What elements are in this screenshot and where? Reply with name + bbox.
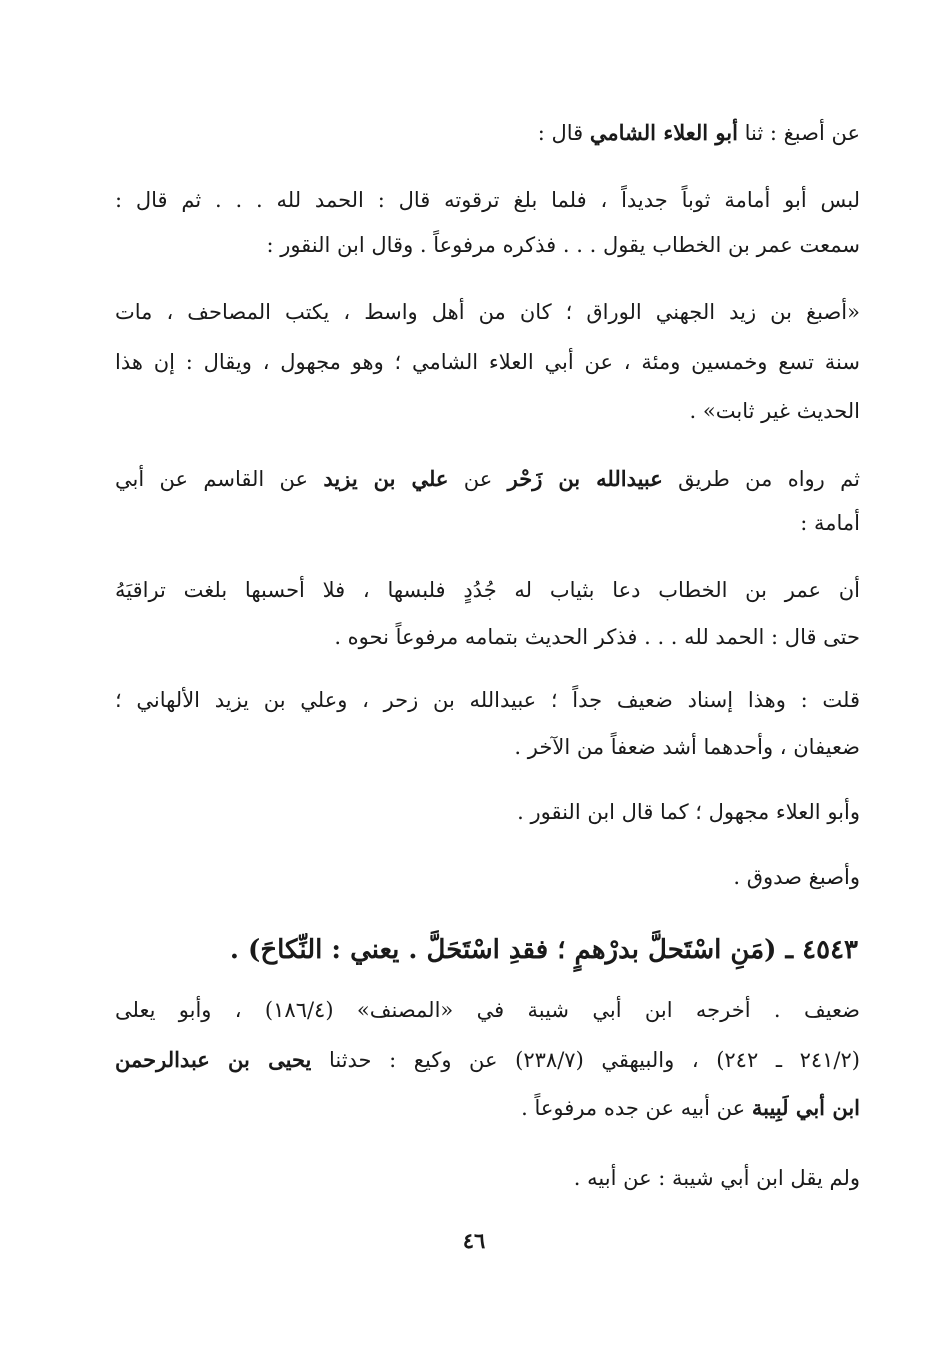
text-line: «أصبغ بن زيد الجهني الوراق ؛ كان من أهل واسط ، يكتب المصاحف ، مات (115, 300, 860, 324)
text-line: سمعت عمر بن الخطاب يقول . . . فذكره مرفوعاً . وقال ابن النقور : (266, 233, 860, 257)
paragraph-asbagh-chain (538, 118, 860, 148)
narrator-name: يحيى بن عبدالرحمن (115, 1047, 312, 1072)
text-line: حتى قال : الحمد لله . . . فذكر الحديث بتمامه مرفوعاً نحوه . (334, 625, 860, 649)
text-line: وأصبغ صدوق . (733, 865, 860, 889)
text-segment: عن القاسم عن أبي (115, 467, 324, 491)
text-line: ضعيفان ، وأحدهما أشد ضعفاً من الآخر . (514, 735, 860, 759)
text-line: أن عمر بن الخطاب دعا بثياب له جُدُدٍ فلبسها ، فلا أحسبها بلغت تراقيَهُ (115, 578, 860, 602)
narrator-name: علي بن يزيد (323, 466, 449, 491)
text-line: لبس أبو أمامة ثوباً جديداً ، فلما بلغ ترقوته قال : الحمد لله . . . ثم قال : (115, 188, 860, 212)
takhrij-line-3 (521, 1093, 860, 1123)
text-segment: عن أبيه عن جده مرفوعاً . (521, 1096, 752, 1120)
text-segment: قال : (537, 121, 590, 145)
text-line: ولم يقل ابن أبي شيبة : عن أبيه . (573, 1166, 860, 1190)
text-line: ضعيف . أخرجه ابن أبي شيبة في «المصنف» (١٨٦/٤) ، وأبو يعلى (115, 998, 860, 1022)
text-line: أمامة : (800, 511, 860, 535)
text-line: وأبو العلاء مجهول ؛ كما قال ابن النقور . (517, 800, 860, 824)
text-segment: ثم رواه من طريق (662, 467, 860, 491)
text-line: الحديث غير ثابت» . (689, 399, 860, 423)
text-segment: (٢٤١/٢ ـ ٢٤٢) ، والبيهقي (٢٣٨/٧) عن وكيع : حدثنا (311, 1048, 860, 1072)
paragraph-ubaydullah-chain (115, 464, 860, 494)
narrator-name: عبيدالله بن زَحْر (507, 466, 663, 491)
hadith-heading: ٤٥٤٣ ـ (مَنِ اسْتَحلَّ بدرْهمٍ ؛ فقدِ اسْتَحَلَّ . يعني : النِّكاحَ) . (229, 935, 858, 965)
narrator-name: ابن أبي لَبِيبة (751, 1095, 860, 1120)
narrator-name: أبو العلاء الشامي (589, 120, 738, 145)
text-segment: عن أصبغ : ثنا (737, 121, 860, 145)
page-number: ٤٦ (462, 1228, 486, 1253)
text-segment: عن (448, 467, 508, 491)
takhrij-line-2 (115, 1045, 860, 1075)
text-line: سنة تسع وخمسين ومئة ، عن أبي العلاء الشامي ؛ وهو مجهول ، ويقال : إن هذا (115, 350, 860, 374)
text-line: قلت : وهذا إسناد ضعيف جداً ؛ عبيدالله بن زحر ، وعلي بن يزيد الألهاني ؛ (115, 688, 860, 712)
